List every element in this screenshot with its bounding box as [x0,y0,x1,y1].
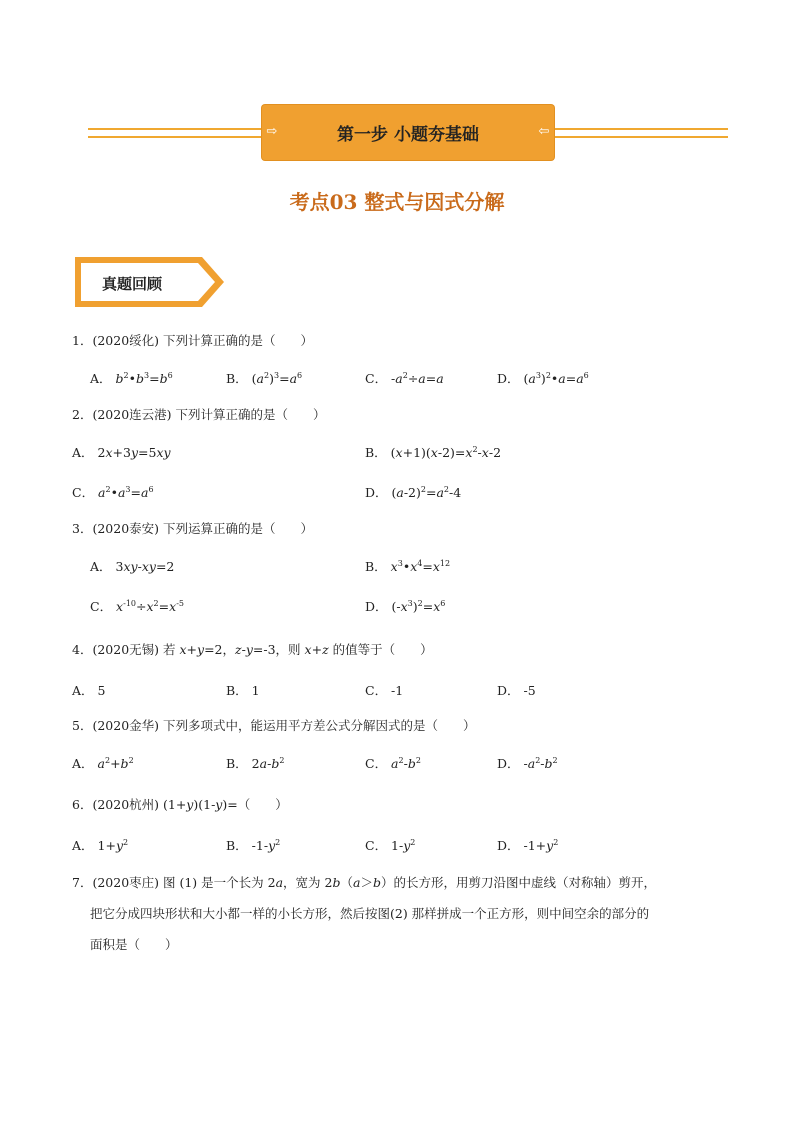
question-5-option-d: D． $-a^2-b^2$ [497,756,558,771]
question-6-stem: 6．(2020杭州) (1+y)(1-y)=（ ） [72,797,288,812]
question-3-option-c: C． $x^{-10}\div x^2=x^{-5}$ [90,599,184,614]
question-4-stem: 4．(2020无锡) 若 x+y=2，z-y=-3，则 x+z 的值等于（ ） [72,642,433,657]
question-2-option-c: C． $a^2•a^3=a^6$ [72,485,154,500]
question-6-option-d: D． $-1+y^2$ [497,838,559,853]
page-title: 考点03 整式与因式分解 [289,190,505,214]
question-5-stem: 5．(2020金华) 下列多项式中，能运用平方差公式分解因式的是（ ） [72,718,476,733]
banner-rule-left [88,128,262,138]
question-2-option-a: A． 2x+3y=5xy [72,445,171,460]
question-7-line-3: 面积是（ ） [90,937,178,952]
question-1-option-d: D． $(a^3)^2•a=a^6$ [497,371,589,386]
question-4-option-c: C． -1 [365,683,404,698]
section-banner [262,105,554,160]
question-5-option-b: B． $2a-b^2$ [226,756,285,771]
question-1-option-b: B． $(a^2)^3=a^6$ [226,371,303,386]
question-6-option-c: C． $1-y^2$ [365,838,416,853]
question-3-option-b: B． $x^3•x^4=x^{12}$ [365,559,451,574]
banner-title: 第一步 小题夯基础 [337,125,479,145]
section-tag [74,256,226,308]
question-3-stem: 3．(2020泰安) 下列运算正确的是（ ） [72,521,313,536]
section-tag-label: 真题回顾 [102,275,163,293]
left-arrow-icon: ⇦ [538,124,550,139]
question-7-line-2: 把它分成四块形状和大小都一样的小长方形，然后按图(2) 那样拼成一个正方形，则中间空余的部分的 [90,906,650,921]
banner-rule-right [554,128,728,138]
right-arrow-icon: ⇨ [266,124,278,139]
question-4-option-b: B． 1 [226,683,260,698]
question-4-option-d: D． -5 [497,683,536,698]
question-2-option-b: B． $(x+1)(x-2)=x^2-x-2$ [365,445,502,460]
question-6-option-a: A． $1+y^2$ [72,838,129,853]
question-7-line-1: 7．(2020枣庄) 图 (1) 是一个长为 2a，宽为 2b（a＞b）的长方形，用剪刀沿图中虚线（对称轴）剪开， [72,875,656,890]
question-3-option-d: D． $(-x^3)^2=x^6$ [365,599,446,614]
question-4-option-a: A． 5 [72,683,106,698]
question-3-option-a: A． 3xy-xy=2 [90,559,175,574]
question-5-option-c: C． $a^2-b^2$ [365,756,421,771]
question-5-option-a: A． $a^2+b^2$ [72,756,134,771]
question-2-stem: 2．(2020连云港) 下列计算正确的是（ ） [72,407,326,422]
question-1-option-a: A． $b^2•b^3=b^6$ [90,371,173,386]
question-1-stem: 1．(2020绥化) 下列计算正确的是（ ） [72,333,313,348]
question-2-option-d: D． $(a-2)^2=a^2-4$ [365,485,462,500]
question-1-option-c: C． $-a^2\div a=a$ [365,371,444,386]
question-6-option-b: B． $-1-y^2$ [226,838,281,853]
